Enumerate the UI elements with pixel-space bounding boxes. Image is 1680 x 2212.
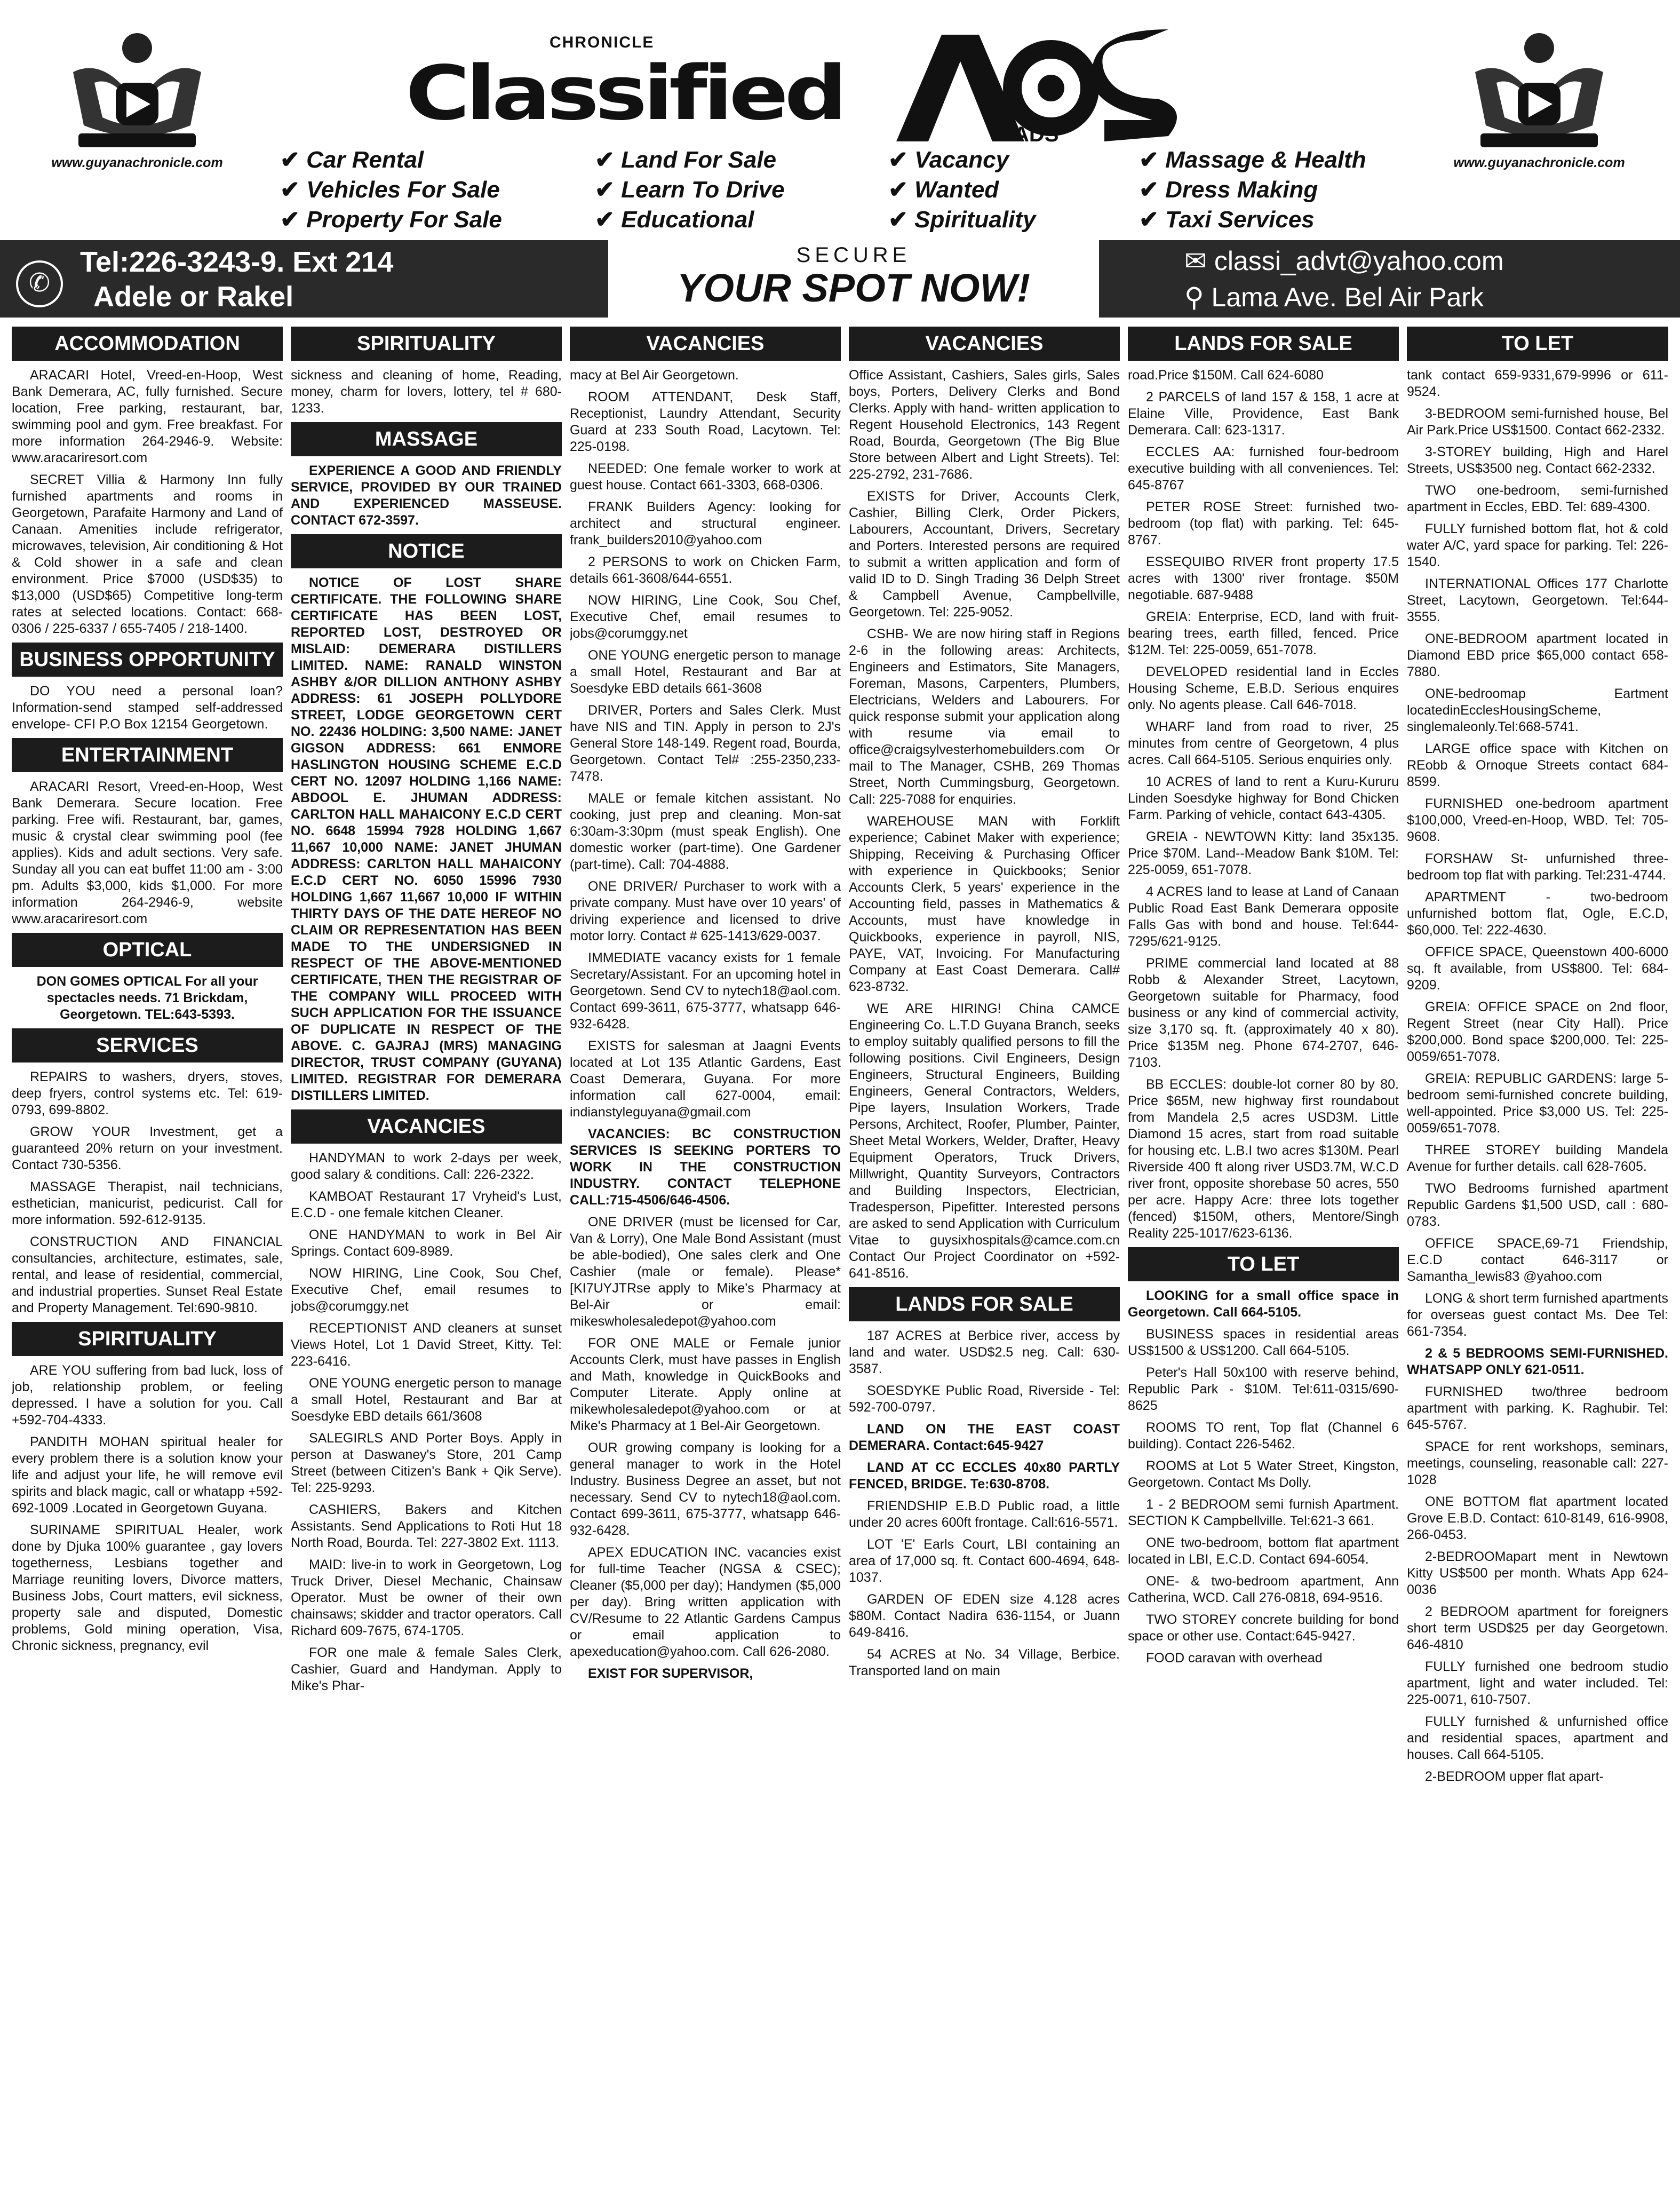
ad-repairs: REPAIRS to washers, dryers, stoves, deep fryers, control systems etc. Tel: 619-0793, 699-8802.	[12, 1069, 283, 1117]
ad-one-bedroom-diamond: ONE-BEDROOM apartment located in Diamond EBD price $65,000 contact 658-7880.	[1407, 631, 1668, 679]
brand-ads-text: ADS	[1014, 123, 1059, 146]
categories-group-3	[888, 145, 1036, 235]
section-vacancies: VACANCIES	[570, 327, 841, 361]
ad-furnished-two-three: FURNISHED two/three bedroom apartment with parking. K. Raghubir. Tel: 645-5767.	[1407, 1384, 1668, 1432]
brand-classified: Classified	[405, 50, 843, 137]
ad-eccles-aa: ECCLES AA: furnished four-bedroom executive building with all conveniences. Tel: 645-8767	[1128, 445, 1399, 493]
ad-now-hiring: NOW HIRING, Line Cook, Sou Chef, Executive Chef, email resumes to jobs@corumggy.net	[570, 593, 841, 641]
ad-rooms-to-rent: ROOMS TO rent, Top flat (Channel 6 building). Contact 226-5462.	[1128, 1420, 1399, 1452]
ad-handyman: HANDYMAN to work 2-days per week, good salary & conditions. Call: 226-2322.	[291, 1151, 562, 1182]
contact-address	[1184, 282, 1484, 313]
section-massage: MASSAGE	[291, 422, 562, 456]
ad-driver: DRIVER, Porters and Sales Clerk. Must have NIS and TIN. Apply in person to 2J's General Store 148-149. Regent road, Bourda, Georgetown. Contact Tel# :255-2350,233-7478.	[570, 703, 841, 784]
ad-3-bedroom: 3-BEDROOM semi-furnished house, Bel Air Park.Price US$1500. Contact 662-2332.	[1407, 406, 1668, 438]
ad-lot-e: LOT 'E' Earls Court, LBI containing an area of 17,000 sq. ft. Contact 600-4694, 648-1037.	[849, 1537, 1120, 1585]
email-text: classi_advt@yahoo.com	[1214, 246, 1504, 276]
ad-space-for-rent: SPACE for rent workshops, seminars, meetings, counseling, reasonable call: 227-1028	[1407, 1439, 1668, 1487]
section-services: SERVICES	[12, 1028, 283, 1063]
section-business-opportunity: BUSINESS OPPORTUNITY	[12, 643, 283, 677]
ad-construction-financial: CONSTRUCTION AND FINANCIAL consultancies, architecture, estimates, sale, rental, and lease of residential, commercial, and industrial properties. Sunset Real Estate and Property Management. Tel:690-9810.	[12, 1234, 283, 1315]
ad-for-one: FOR one male & female Sales Clerk, Cashier, Guard and Handyman. Apply to Mike's Phar-	[291, 1645, 562, 1693]
ad-one-handyman: ONE HANDYMAN to work in Bel Air Springs. Contact 609-8989.	[291, 1227, 562, 1259]
ad-greia-republic-gardens: GREIA: REPUBLIC GARDENS: large 5-bedroom semi-furnished concrete building, well-appointed. Price $3,000 US. Tel: 225-0059/651-7078.	[1407, 1071, 1668, 1136]
contact-email[interactable]	[1184, 245, 1504, 276]
address-text: Lama Ave. Bel Air Park	[1211, 282, 1484, 312]
category-wanted: ✔ Wanted	[888, 175, 1036, 205]
telephone-number: Tel:226-3243-9. Ext 214	[80, 246, 394, 278]
ad-land-cc-eccles: LAND AT CC ECCLES 40x80 PARTLY FENCED, BRIDGE. Te:630-8708.	[849, 1460, 1120, 1492]
ad-land-east-coast: LAND ON THE EAST COAST DEMERARA. Contact:645-9427	[849, 1422, 1120, 1453]
category-car-rental: ✔ Car Rental	[280, 145, 502, 175]
brand-chronicle: CHRONICLE	[550, 34, 655, 51]
logo-url[interactable]: www.guyanachronicle.com	[1453, 155, 1625, 170]
section-entertainment: ENTERTAINMENT	[12, 738, 283, 772]
ads-logo-icon	[891, 29, 1184, 147]
category-property-for-sale: ✔ Property For Sale	[280, 205, 502, 235]
classifieds-header	[0, 0, 1680, 320]
ad-exists-salesman: EXISTS for salesman at Jaagni Events located at Lot 135 Atlantic Gardens, East Coast Demerara, Guyana. For more information call 627-0004, email: indianstyleguyana@gmail.com	[570, 1038, 841, 1120]
ad-2-parcels: 2 PARCELS of land 157 & 158, 1 acre at Elaine Ville, Providence, East Bank Demerara. Call: 623-1317.	[1128, 390, 1399, 438]
ad-2-bedroom-upper-flat: 2-BEDROOM upper flat apart-	[1425, 1769, 1604, 1784]
ad-one-two-bedroom: ONE two-bedroom, bottom flat apartment located in LBI, E.C.D. Contact 694-6054.	[1128, 1535, 1399, 1567]
ad-don-gomes-optical: DON GOMES OPTICAL For all your spectacles needs. 71 Brickdam, Georgetown. TEL:643-5393.	[36, 974, 258, 1022]
section-notice: NOTICE	[291, 534, 562, 568]
section-to-let: TO LET	[1128, 1247, 1399, 1281]
section-accommodation: ACCOMMODATION	[12, 327, 283, 361]
ad-bc-construction: VACANCIES: BC CONSTRUCTION SERVICES IS SEEKING PORTERS TO WORK IN THE CONSTRUCTION INDUSTRY. CONTACT TELEPHONE CALL:715-4506/646-4506.	[570, 1127, 841, 1208]
ad-spirituality-continued: sickness and cleaning of home, Reading, money, charm for lovers, lottery, tel # 680-1233.	[291, 368, 562, 416]
section-to-let: TO LET	[1407, 327, 1668, 361]
ad-aracari-hotel: ARACARI Hotel, Vreed-en-Hoop, West Bank Demerara, AC, fully furnished. Secure location, Free parking, restaurant, bar, swimming pool and gym. Free breakfast. For more information 264-2946-9. Website: www.aracariresort.com	[12, 368, 283, 465]
ad-now-hiring: NOW HIRING, Line Cook, Sou Chef, Executive Chef, email resumes to jobs@corumggy.net	[291, 1266, 562, 1314]
ad-two-persons: 2 PERSONS to work on Chicken Farm, details 661-3608/644-6551.	[570, 554, 841, 586]
category-spirituality: ✔ Spirituality	[888, 205, 1036, 235]
categories-group-4	[1139, 145, 1366, 235]
ad-our-growing: OUR growing company is looking for a general manager to work in the Hotel Industry. Business Degree an asset, but not necessary. Send CV to nytech18@aol.com. Contact 699-3611, 675-3777, whatsapp 646-932-6428.	[570, 1440, 841, 1538]
ad-rooms-lot-5: ROOMS at Lot 5 Water Street, Kingston, Georgetown. Contact Ms Dolly.	[1128, 1458, 1399, 1490]
ad-developed: DEVELOPED residential land in Eccles Housing Scheme, E.B.D. Serious enquires only. No agents please. Call 646-7018.	[1128, 664, 1399, 712]
ad-looking-office: LOOKING for a small office space in Georgetown. Call 664-5105.	[1128, 1288, 1399, 1320]
chronicle-logo-left	[12, 24, 262, 195]
ad-needed: NEEDED: One female worker to work at guest house. Contact 661-3303, 668-0306.	[570, 461, 841, 493]
ad-one-and-two-bedroom: ONE- & two-bedroom apartment, Ann Catherina, WCD. Call 276-0818, 694-9516.	[1128, 1574, 1399, 1605]
ad-wharf: WHARF land from road to river, 25 minutes from centre of Georgetown, 4 plus acres. Call 664-5105. Serious enquiries only.	[1128, 719, 1399, 767]
ad-soesdyke: SOESDYKE Public Road, Riverside - Tel: 592-700-0797.	[849, 1383, 1120, 1415]
envelope-icon: ✉	[1184, 246, 1207, 276]
ad-large-office: LARGE office space with Kitchen on REobb & Ornoque Streets contact 684-8599.	[1407, 741, 1668, 789]
ad-lands-continued: road.Price $150M. Call 624-6080	[1128, 368, 1324, 383]
ad-two-one-bedroom: TWO one-bedroom, semi-furnished apartment in Eccles, EBD. Tel: 689-4300.	[1407, 483, 1668, 514]
ad-massage-therapist: MASSAGE Therapist, nail technicians, esthetician, manicurist, pedicurist. Call for more information. 592-612-9135.	[12, 1179, 283, 1227]
ad-cshb: CSHB- We are now hiring staff in Regions 2-6 in the following areas: Architects, Engineers and Estimators, Site Managers, Foreman, Masons, Carpenters, Plumbers, Electricians, Welders and Labourers. For quick response submit your application along with resume via email to office@craigsylvesterhomebuilders.com Or mail to The Manager, CSHB, 269 Thomas Street, North Cummingsburg, Georgetown. Call: 225-7088 for enquiries.	[849, 627, 1120, 807]
ad-cashiers: CASHIERS, Bakers and Kitchen Assistants. Send Applications to Roti Hut 18 North Road, Bourda. Tel: 227-3802 Ext. 1113.	[291, 1502, 562, 1550]
ad-one-bottom-flat: ONE BOTTOM flat apartment located Grove E.B.D. Contact: 610-8149, 616-9908, 266-0453.	[1407, 1494, 1668, 1542]
ad-we-are-hiring: WE ARE HIRING! China CAMCE Engineering Co. L.T.D Guyana Branch, seeks to employ suitably qualified persons to fill the following positions. Civil Engineers, Design Engineers, Structural Engineers, Building Engineers, General Contractors, Welders, Pipe layers, Insulation Workers, Trade Persons, Architect, Roofer, Plumber, Painter, Sheet Metal Workers, Welder, Drafter, Heavy Equipment Operators, Truck Drivers, Millwright, Quantity Surveyors, Contractors and Building Inspectors, Electrician, Tradesperson, Pipefitter. Interested persons are asked to send Application with Curriculum Vitae to guysixhospitals@camce.com.cn Contact Our Project Coordinator on +592-641-8516.	[849, 1001, 1120, 1281]
column-2	[291, 327, 562, 2210]
ad-experience-massage: EXPERIENCE A GOOD AND FRIENDLY SERVICE, PROVIDED BY OUR TRAINED AND EXPERIENCED MASSEUSE. CONTACT 672-3597.	[291, 463, 562, 528]
category-land-for-sale: ✔ Land For Sale	[595, 145, 785, 175]
ad-greia-office-space: GREIA: OFFICE SPACE on 2nd floor, Regent Street (near City Hall). Price $200,000. Bond space $200,000. Tel: 225-0059/651-7078.	[1407, 1000, 1668, 1064]
ad-fully-furnished-unfurnished: FULLY furnished & unfurnished office and residential spaces, apartment and houses. Call 664-5105.	[1407, 1714, 1668, 1762]
ad-greia-newtown: GREIA - NEWTOWN Kitty: land 35x135. Price $70M. Land--Meadow Bank $10M. Tel: 225-0059, 651-7078.	[1128, 829, 1399, 877]
ad-office-queenstown: OFFICE SPACE, Queenstown 400-6000 sq. ft available, from US$800. Tel: 684-9209.	[1407, 945, 1668, 993]
ad-male-female: MALE or female kitchen assistant. No cooking, just prep and cleaning. Mon-sat 6:30am-3:30pm (must speak English). One domestic worker (part-time). One Gardener (part-time). Call: 704-4888.	[570, 791, 841, 872]
ad-fully-furnished: FULLY furnished bottom flat, hot & cold water A/C, yard space for parking. Tel: 226-1540.	[1407, 521, 1668, 569]
chronicle-logo-right	[1414, 24, 1665, 195]
location-pin-icon: ⚲	[1184, 282, 1204, 312]
ad-for-one-male: FOR ONE MALE or Female junior Accounts Clerk, must have passes in English and Math, knowledge in QuickBooks and Computer Literate. Apply online at mikewholesaledepot@yahoo.com or at Mike's Pharmacy at 1 Bel-Air Georgetown.	[570, 1336, 841, 1433]
section-vacancies: VACANCIES	[291, 1109, 562, 1144]
ad-two-bedrooms-republic: TWO Bedrooms furnished apartment Republic Gardens $1,500 USD, call : 680-0783.	[1407, 1181, 1668, 1229]
section-optical: OPTICAL	[12, 933, 283, 967]
ad-fully-furnished-studio: FULLY furnished one bedroom studio apartment, light and water included. Tel: 225-0071, 610-7507.	[1407, 1659, 1668, 1707]
ad-prime: PRIME commercial land located at 88 Robb & Alexander Street, Lacytown, Georgetown suitable for Pharmacy, food business or any kind of commercial activity, size 3,170 sq. ft. (approximately 40 x 80). Price $135M neg. Phone 674-2707, 646-7103.	[1128, 956, 1399, 1070]
ad-personal-loan: DO YOU need a personal loan? Information-send stamped self-addressed envelope- CFI P.O Box 12154 Georgetown.	[12, 684, 283, 732]
ad-one-young: ONE YOUNG energetic person to manage a small Hotel, Restaurant and Bar at Soesdyke EBD details 661-3608	[570, 648, 841, 696]
ad-salegirls: SALEGIRLS AND Porter Boys. Apply in person at Daswaney's Store, 201 Camp Street (between Citizen's Bank + Qik Serve). Tel: 225-9293.	[291, 1431, 562, 1495]
ad-4-acres: 4 ACRES land to lease at Land of Canaan Public Road East Bank Demerara opposite Falls Gas with bond and house. Tel:644-7295/621-9125.	[1128, 884, 1399, 949]
brand-title	[384, 29, 1184, 146]
section-spirituality: SPIRITUALITY	[291, 327, 562, 361]
ad-forshaw: FORSHAW St- unfurnished three-bedroom top flat with parking. Tel:231-4744.	[1407, 851, 1668, 883]
category-massage-health: ✔ Massage & Health	[1139, 145, 1366, 175]
category-taxi-services: ✔ Taxi Services	[1139, 205, 1366, 235]
ad-food-caravan: FOOD caravan with overhead	[1146, 1651, 1323, 1666]
ad-are-you-suffering: ARE YOU suffering from bad luck, loss of job, relationship problem, or feeling depressed. I have a solution for you. Call +592-704-4333.	[12, 1363, 283, 1428]
ad-lost-share-certificate: NOTICE OF LOST SHARE CERTIFICATE. THE FOLLOWING SHARE CERTIFICATE HAS BEEN LOST, REPORTED LOST, DESTROYED OR MISLAID: DEMERARA DISTILLERS LIMITED. NAME: RANALD WINSTON ASHBY &/OR DILLION ANTHONY ASHBY ADDRESS: 61 JOSEPH POLLYDORE STREET, LODGE GEORGETOWN CERT NO. 22436 HOLDING: 3,500 NAME: JANET GIGSON ADDRESS: 661 ENMORE HASLINGTON HOUSING SCHEME E.C.D CERT NO. 12097 HOLDING 1,166 NAME: ABDOOL E. JHUMAN ADDRESS: CARLTON HALL MAHAICONY E.C.D CERT NO. 6648 15994 7928 HOLDING 1,667 11,667 10,000 NAME: JANET JHUMAN ADDRESS: CARLTON HALL MAHAICONY E.C.D CERT NO. 6050 15996 7930 HOLDING 1,667 11,667 10,000 IF WITHIN THIRTY DAYS OF THE DATE HEREOF NO CLAIM OR REPRESENTATION HAS BEEN MADE TO THE UNDERSIGNED IN RESPECT OF THE ABOVE-MENTIONED CERTIFICATE, THEN THE REGISTRAR OF THE COMPANY WILL PROCEED WITH SUCH APPLICATION FOR THE ISSUANCE OF DUPLICATE IN RESPECT OF THE ABOVE. C. GAJRAJ (MRS) MANAGING DIRECTOR, TRUST COMPANY (GUYANA) LIMITED. REGISTRAR FOR DEMERARA DISTILLERS LIMITED.	[291, 575, 562, 1103]
crest-icon	[57, 24, 217, 152]
ad-exist-supervisor: EXIST FOR SUPERVISOR,	[588, 1666, 753, 1681]
ad-apartment-ogle: APARTMENT - two-bedroom unfurnished bottom flat, Ogle, E.C.D, $60,000. Tel: 222-4630.	[1407, 890, 1668, 938]
section-spirituality: SPIRITUALITY	[12, 1322, 283, 1356]
category-vacancy: ✔ Vacancy	[888, 145, 1036, 175]
column-1	[12, 327, 283, 2210]
categories-group-2	[595, 145, 785, 235]
ad-apex-education: APEX EDUCATION INC. vacancies exist for full-time Teacher (NGSA & CSEC); Cleaner ($5,000 per day); Handymen ($5,000 per day). Bring written application with CV/Resume to 22 Atlantic Gardens Campus or email application to apexeducation@yahoo.com. Call 626-2080.	[570, 1545, 841, 1659]
ad-business-spaces: BUSINESS spaces in residential areas US$1500 & US$1200. Call 664-5105.	[1128, 1327, 1399, 1358]
ad-one-bedroom-eccles: ONE-bedroomap Eartment locatedinEcclesHousingScheme, singlemaleonly.Tel:668-5741.	[1407, 686, 1668, 734]
secure-label: SECURE	[796, 243, 911, 267]
phone-icon: ✆	[16, 260, 63, 307]
ad-2-bedroom-foreigners: 2 BEDROOM apartment for foreigners short term USD$25 per day Georgetown. 646-4810	[1407, 1604, 1668, 1652]
ad-2-bedroom-kitty: 2-BEDROOMapart ment in Newtown Kitty US$500 per month. Whats App 624-0036	[1407, 1549, 1668, 1597]
ad-three-storey-mandela: THREE STOREY building Mandela Avenue for further details. call 628-7605.	[1407, 1143, 1668, 1174]
ad-one-young: ONE YOUNG energetic person to manage a small Hotel, Restaurant and Bar at Soesdyke EBD details 661/3608	[291, 1376, 562, 1424]
ad-essequibo: ESSEQUIBO RIVER front property 17.5 acres with 1300' river frontage. $50M negotiable. 687-9488	[1128, 554, 1399, 602]
category-vehicles-for-sale: ✔ Vehicles For Sale	[280, 175, 502, 205]
ad-room-attendant: ROOM ATTENDANT, Desk Staff, Receptionist, Laundry Attendant, Security Guard at 233 South Road, Lacytown. Tel: 225-0198.	[570, 390, 841, 454]
ad-receptionist: RECEPTIONIST AND cleaners at sunset Views Hotel, Lot 1 David Street, Kitty. Tel: 223-6416.	[291, 1321, 562, 1369]
ad-greia-enterprise: GREIA: Enterprise, ECD, land with fruit-bearing trees, earth filled, fenced. Price $12M. Tel: 225-0059, 651-7078.	[1128, 609, 1399, 657]
ad-kamboat: KAMBOAT Restaurant 17 Vryheid's Lust, E.C.D - one female kitchen Cleaner.	[291, 1189, 562, 1220]
ad-peter-rose: PETER ROSE Street: furnished two-bedroom (top flat) with parking. Tel: 645-8767.	[1128, 500, 1399, 548]
your-spot-now-label: YOUR SPOT NOW!	[677, 266, 1030, 310]
ad-vacancies-continued: macy at Bel Air Georgetown.	[570, 368, 739, 383]
contact-names: Adele or Rakel	[93, 281, 294, 313]
ad-peters-hall: Peter's Hall 50x100 with reserve behind, Republic Park - $10M. Tel:611-0315/690-8625	[1128, 1365, 1399, 1413]
ad-3-storey: 3-STOREY building, High and Harel Streets, US$3500 neg. Contact 662-2332.	[1407, 445, 1668, 476]
category-learn-to-drive: ✔ Learn To Drive	[595, 175, 785, 205]
ad-exists-driver: EXISTS for Driver, Accounts Clerk, Cashier, Billing Clerk, Order Pickers, Labourers, Accountant, Drivers, Secretary and Porters. Interested persons are required to submit a written application and form of valid ID to D. Singh Trading 36 Delph Street & Campbell Avenue, Campbellville, Georgetown. Tel: 225-9052.	[849, 489, 1120, 620]
ad-international-offices: INTERNATIONAL Offices 177 Charlotte Street, Lacytown, Georgetown. Tel:644-3555.	[1407, 576, 1668, 624]
ad-one-driver: ONE DRIVER/ Purchaser to work with a private company. Must have over 10 years' of driving experience and licensed to drive motor lorry. Contact # 625-1413/629-0037.	[570, 879, 841, 944]
categories-group-1	[280, 145, 502, 235]
category-dress-making: ✔ Dress Making	[1139, 175, 1366, 205]
section-vacancies: VACANCIES	[849, 327, 1120, 361]
ad-friendship: FRIENDSHIP E.B.D Public road, a little under 20 acres 600ft frontage. Call:616-5571.	[849, 1499, 1120, 1530]
ad-office-friendship: OFFICE SPACE,69-71 Friendship, E.C.D contact 646-3117 or Samantha_lewis83 @yahoo.com	[1407, 1236, 1668, 1284]
ad-office-assistant: Office Assistant, Cashiers, Sales girls, Sales boys, Porters, Delivery Clerks and Bond Clerks. Apply with hand- written application to Regent Household Electronics, 143 Regent Road, Bourda, Georgetown (The Big Blue Store between Albert and Light Streets). Tel: 225-2792, 231-7686.	[849, 368, 1120, 482]
ad-187-acres: 187 ACRES at Berbice river, access by land and water. USD$2.5 neg. Call: 630-3587.	[849, 1328, 1120, 1376]
ad-aracari-resort: ARACARI Resort, Vreed-en-Hoop, West Bank Demerara. Secure location. Free parking. Free wifi. Restaurant, bar, games, music & crystal clear swimming pool (fee applies). Kids and adult sections. Very safe. Sunday all you can eat buffet 11:00 am - 3:00 pm. Adults $3,000, kids $1,000. For more information 264-2946-9, website www.aracariresort.com	[12, 779, 283, 926]
ad-2-5-bedrooms: 2 & 5 BEDROOMS SEMI-FURNISHED. WHATSAPP ONLY 621-0511.	[1407, 1346, 1668, 1377]
ad-furnished-one-bedroom: FURNISHED one-bedroom apartment $100,000, Vreed-en-Hoop, WBD. Tel: 705-9608.	[1407, 796, 1668, 844]
ad-54-acres: 54 ACRES at No. 34 Village, Berbice. Transported land on main	[849, 1647, 1120, 1678]
ad-bb-eccles: BB ECCLES: double-lot corner 80 by 80. Price $65M, new highway first roundabout from Mandela 2,5 acres USD3M. Little Diamond 15 acres, start from road suitable for housing etc. L.B.I two acres $130M. Pearl Riverside 400 ft along river USD3.7M, W.C.D river front, opposite shorebase 50 acres, 550 per acre. Happy Acre: three lots together (fenced) $150M, others, Mentore/Singh Reality 225-1017/623-6136.	[1128, 1077, 1399, 1241]
logo-url[interactable]: www.guyanachronicle.com	[51, 155, 223, 170]
ad-1-2-bedroom: 1 - 2 BEDROOM semi furnish Apartment. SECTION K Campbellville. Tel:621-3 661.	[1128, 1497, 1399, 1528]
column-6	[1407, 327, 1668, 2210]
ad-long-short-term: LONG & short term furnished apartments for overseas guest contact Ms. Dee Tel: 661-7354.	[1407, 1291, 1668, 1339]
ad-grow-your-investment: GROW YOUR Investment, get a guaranteed 20% return on your investment. Contact 730-5356.	[12, 1124, 283, 1172]
section-lands-for-sale: LANDS FOR SALE	[1128, 327, 1399, 361]
ad-one-driver-2: ONE DRIVER (must be licensed for Car, Van & Lorry), One Male Bond Assistant (must be able-bodied), One sales clerk and One Cashier (male or female). Please*[KI7UYJTRse apply to Mike's Pharmacy at Bel-Air or email: mikeswholesaledepot@yahoo.com	[570, 1215, 841, 1329]
ad-maid: MAID: live-in to work in Georgetown, Log Truck Driver, Diesel Mechanic, Chainsaw Operator. Must be owner of their own chainsaws; skidder and tractor operators. Call Richard 609-7675, 674-1705.	[291, 1557, 562, 1638]
column-5	[1128, 327, 1399, 2210]
crest-icon	[1459, 24, 1619, 152]
section-lands-for-sale: LANDS FOR SALE	[849, 1287, 1120, 1321]
category-educational: ✔ Educational	[595, 205, 785, 235]
ad-frank-builders: FRANK Builders Agency: looking for architect and structural engineer. frank_builders2010@yahoo.com	[570, 500, 841, 548]
ad-warehouse-man: WAREHOUSE MAN with Forklift experience; Cabinet Maker with experience; Shipping, Receiving & Purchasing Officer with experience in Quickbooks; Senior Accounts Clerk, 5 years' experience in the Accounting field, passes in Mathematics & Accounts, must have knowledge in Quickbooks, experience in payroll, NIS, PAYE, VAT, Invoicing. For Manufacturing Company at East Coast Demerara. Call# 623-8732.	[849, 814, 1120, 994]
ad-suriname-spiritual: SURINAME SPIRITUAL Healer, work done by Djuka 100% guarantee , gay lovers togetherness, Lesbians together and Marriage reuniting lovers, Divorce matters, Business Jobs, Court matters, evil sickness, property sale and disputed, Domestic problems, Gold mining operation, Visa, Chronic sickness, pregnancy, evil	[12, 1523, 283, 1653]
ad-secret-villia: SECRET Villia & Harmony Inn fully furnished apartments and rooms in Georgetown, Parafaite Harmony and Land of Canaan. Amenities include refrigerator, microwaves, television, Air conditioning & Hot & Cold shower in a safe and clean environment. Price $7000 (USD$35) to $13,000 (USD$65) Competitive long-term rates at selected locations. Contact: 668-0306 / 225-6337 / 655-7405 / 218-1400.	[12, 472, 283, 636]
secure-your-spot-banner	[608, 240, 1099, 318]
contact-bar	[0, 240, 1680, 318]
ad-to-let-continued: tank contact 659-9331,679-9996 or 611-9524.	[1407, 368, 1668, 399]
ad-pandith-mohan: PANDITH MOHAN spiritual healer for every problem there is a solution know your life and adjust your life, he will remove evil spirits and black magic, call or whatapp +592-692-1009 .Located in Georgetown Guyana.	[12, 1434, 283, 1516]
column-3	[570, 327, 841, 2210]
ad-immediate: IMMEDIATE vacancy exists for 1 female Secretary/Assistant. For an upcoming hotel in Georgetown. Send CV to nytech18@aol.com. Contact 699-3611, 675-3777, whatsapp 646-932-6428.	[570, 950, 841, 1032]
ad-two-storey: TWO STOREY concrete building for bond space or other use. Contact:645-9427.	[1128, 1612, 1399, 1644]
ad-garden-of-eden: GARDEN OF EDEN size 4.128 acres $80M. Contact Nadira 636-1154, or Juann 649-8416.	[849, 1592, 1120, 1640]
ad-10-acres: 10 ACRES of land to rent a Kuru-Kururu Linden Soesdyke highway for Bond Chicken Farm. Parking of vehicle, contact 643-4305.	[1128, 774, 1399, 822]
column-4	[849, 327, 1120, 2210]
